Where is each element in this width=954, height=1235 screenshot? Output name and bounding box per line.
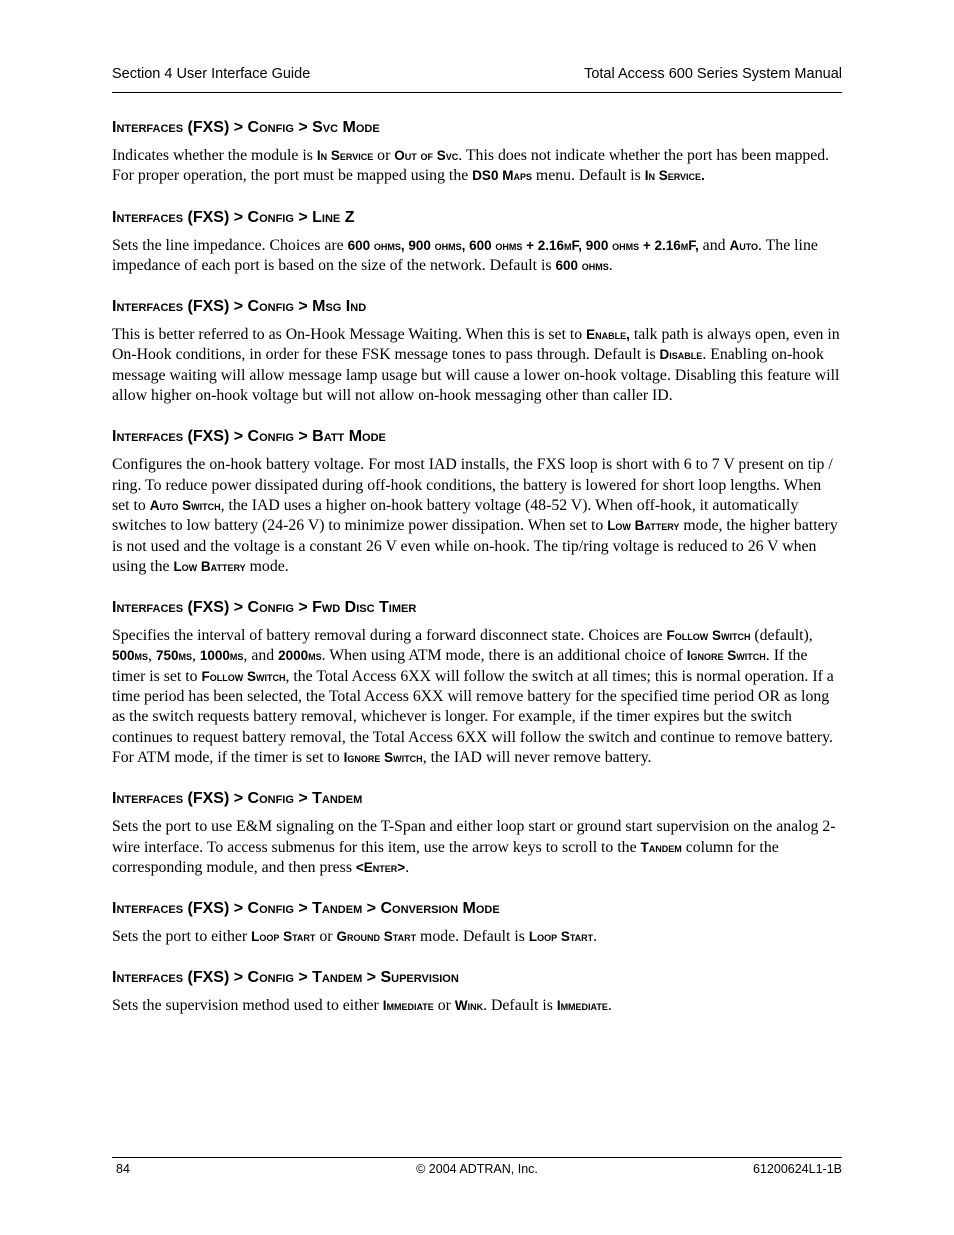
paragraph-text: , the IAD uses a higher on-hook battery voltage (48-52 V). When off-hook, it automatically switches to low battery (24-26 V) to minimize power dissipation. When set to (112, 496, 799, 535)
menu-term: Low Battery (173, 558, 246, 574)
menu-term: 500ms (112, 648, 149, 664)
paragraph-text: Configures the on-hook battery voltage. For most IAD installs, the FXS loop is short with 6 to 7 V present on tip / ring. To reduce power dissipated during off-hook conditions, the battery is lowered for short loop lengths. When set to (112, 456, 833, 514)
paragraph-text: column for the corresponding module, and then press (112, 838, 779, 876)
menu-term: 750ms (155, 648, 192, 664)
menu-term: Loop Start (528, 929, 594, 945)
section-paragraph (112, 146, 842, 187)
menu-term: Enable, (586, 327, 630, 343)
paragraph-text: . Enabling on-hook message waiting will allow message lamp usage but will cause a lower on-hook voltage. Disabling this feature will allow higher on-hook voltage but will not allow on-hook messaging other than caller ID. (112, 346, 840, 405)
paragraph-text: mode. Default is (416, 928, 529, 946)
doc-section (112, 968, 842, 1016)
menu-term: Auto (729, 237, 759, 253)
paragraph-text: . (608, 256, 613, 274)
menu-term: 2000ms (278, 648, 322, 664)
paragraph-text: Sets the port to use E&M signaling on the T-Span and either loop start or ground start supervision on the analog 2-wire interface. To access submenus for this item, use the arrow keys to scroll to the (112, 818, 836, 856)
section-paragraph (112, 455, 842, 577)
menu-term: Ground Start (336, 929, 417, 945)
footer-page-number: 84 (116, 1162, 130, 1176)
paragraph-text: or (433, 997, 455, 1015)
footer-copyright: © 2004 ADTRAN, Inc. (416, 1162, 538, 1176)
menu-term: 1000ms (199, 648, 244, 664)
paragraph-text: , the IAD will never remove battery. (422, 748, 652, 766)
document-body (112, 118, 842, 1038)
paragraph-text: Sets the line impedance. Choices are (112, 236, 348, 254)
section-paragraph (112, 325, 842, 406)
paragraph-text: menu. Default is (531, 167, 645, 185)
menu-term: In Service. (644, 168, 705, 184)
menu-term: Immediate (556, 998, 608, 1014)
doc-section (112, 598, 842, 768)
section-paragraph (112, 626, 842, 768)
paragraph-text: . The line impedance of each port is based on the size of the network. Default is (112, 236, 818, 274)
menu-term: Immediate (382, 998, 434, 1014)
page-footer (112, 1157, 842, 1182)
menu-term: Ignore Switch (686, 648, 766, 664)
menu-term: 600 ohms (555, 257, 609, 273)
menu-term: Loop Start (251, 929, 316, 945)
section-heading: Interfaces (FXS) > Config > Svc Mode (112, 119, 380, 136)
header-manual-title: Total Access 600 Series System Manual (584, 66, 842, 82)
paragraph-text: , (148, 647, 156, 665)
menu-term: Follow Switch (666, 628, 751, 644)
paragraph-text: . If the timer is set to (112, 647, 808, 685)
paragraph-text: (default), (750, 627, 813, 645)
section-heading: Interfaces (FXS) > Config > Tandem > Conversion Mode (112, 900, 500, 918)
paragraph-text: , the Total Access 6XX will follow the switch at all times; this is normal operation. If a time period has been selected, the Total Access 6XX will remove battery for the specified time period OR as long as the switch requests battery removal, whichever is longer. For example, if the timer expires but the switch continues to request battery removal, the Total Access 6XX will follow the switch and continue to remove battery. For ATM mode, if the timer is set to (112, 667, 834, 766)
section-heading: Interfaces (FXS) > Config > Tandem > Supervision (112, 969, 459, 987)
section-paragraph (112, 927, 842, 947)
paragraph-text: or (373, 147, 395, 164)
menu-term: 600 ohms, 900 ohms, 600 ohms + 2.16µF, 900 ohms + 2.16µF, (347, 237, 699, 253)
paragraph-text: Indicates whether the module is (112, 147, 317, 164)
menu-term: In Service (316, 148, 374, 163)
paragraph-text: . This does not indicate whether the port has been mapped. For proper operation, the port must be mapped using the (112, 147, 830, 185)
doc-section (112, 427, 842, 577)
menu-term: Disable (659, 347, 703, 363)
doc-section (112, 789, 842, 878)
paragraph-text: , (191, 647, 200, 665)
paragraph-text: , and (243, 647, 279, 665)
paragraph-text: . (405, 858, 410, 876)
paragraph-text: . Default is (483, 997, 557, 1015)
paragraph-text: . (607, 997, 612, 1015)
menu-term: Follow Switch (201, 668, 286, 684)
paragraph-text: . (593, 928, 598, 946)
header-section-title: Section 4 User Interface Guide (112, 66, 311, 82)
doc-section (112, 118, 842, 187)
paragraph-text: Sets the supervision method used to either (112, 997, 383, 1015)
paragraph-text: talk path is always open, even in On-Hook conditions, in order for these FSK message tones to pass through. Default is (112, 326, 840, 364)
footer-doc-number: 61200624L1-1B (753, 1162, 842, 1176)
doc-section (112, 899, 842, 947)
menu-term: Wink (454, 998, 484, 1014)
menu-term: Tandem (640, 839, 682, 855)
menu-term: Out of Svc (394, 148, 459, 163)
doc-section (112, 297, 842, 406)
menu-term: DS0 Maps (472, 168, 532, 184)
paragraph-text: Sets the port to either (112, 928, 252, 946)
menu-term: <Enter> (355, 859, 406, 875)
paragraph-text: . When using ATM mode, there is an additional choice of (321, 647, 687, 665)
doc-section (112, 208, 842, 277)
menu-term: Low Battery (607, 518, 680, 534)
paragraph-text: mode, the higher battery is not used and the voltage is a constant 26 V even while on-hook. The tip/ring voltage is reduced to 26 V when using the (112, 517, 838, 575)
section-heading: Interfaces (FXS) > Config > Msg Ind (112, 298, 367, 316)
section-heading: Interfaces (FXS) > Config > Fwd Disc Timer (112, 599, 417, 617)
section-paragraph (112, 996, 842, 1016)
menu-term: Ignore Switch (343, 749, 423, 765)
paragraph-text: or (315, 928, 337, 946)
paragraph-text: Specifies the interval of battery removal during a forward disconnect state. Choices are (112, 627, 667, 645)
page-header (112, 66, 842, 93)
section-heading: Interfaces (FXS) > Config > Tandem (112, 790, 363, 808)
section-heading: Interfaces (FXS) > Config > Batt Mode (112, 428, 386, 446)
section-heading: Interfaces (FXS) > Config > Line Z (112, 208, 355, 226)
paragraph-text: mode. (245, 557, 289, 575)
section-paragraph (112, 236, 842, 277)
paragraph-text: This is better referred to as On-Hook Message Waiting. When this is set to (112, 326, 587, 344)
menu-term: Auto Switch (149, 497, 221, 513)
paragraph-text: and (698, 236, 730, 254)
section-paragraph (112, 817, 842, 878)
